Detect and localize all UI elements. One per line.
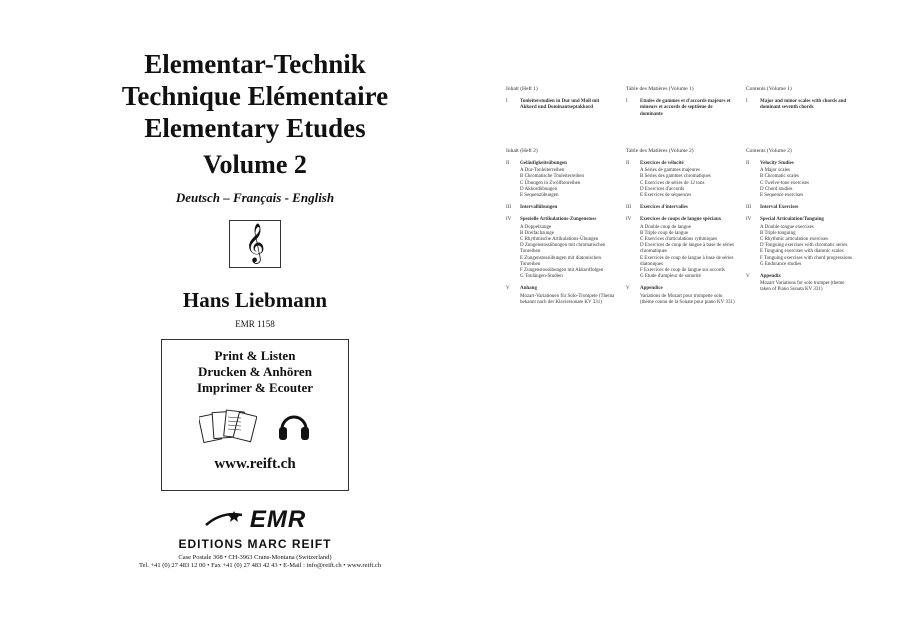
- volume-label: Volume 2: [203, 150, 307, 179]
- toc-item: F Exercices de coup de langue sur accords: [640, 268, 725, 274]
- toc-section-title: Interval Exercises: [760, 205, 799, 211]
- toc-section-number: I: [506, 99, 508, 105]
- toc-item: E Exercices de coup de langue à base de séries diatoniques: [640, 255, 734, 267]
- toc-item: E Tonguing exercises with diatonic scales: [760, 249, 844, 255]
- toc-column: [746, 148, 856, 312]
- toc-section-title: Velocity Studies: [760, 161, 794, 167]
- toc-item: E Sequence exercises: [760, 193, 804, 199]
- toc-item: G Tonlängen-Studien: [520, 274, 563, 280]
- toc-item: C Übungen in Zwölftonreihen: [520, 180, 581, 186]
- toc-section-title: Appendix: [760, 274, 781, 280]
- toc-volume-2: [506, 148, 866, 312]
- toc-item: F Zungenstossübungen mit Akkordfolgen: [520, 268, 604, 274]
- sheet-music-icon: [199, 407, 257, 445]
- toc-section: [506, 161, 616, 199]
- toc-section-title: Exercices d'intervalles: [640, 205, 688, 211]
- toc-column-heading: Table des Matières (Volume 1): [626, 86, 694, 92]
- toc-section: [626, 205, 736, 211]
- toc-item: A Double coup de langue: [640, 224, 691, 230]
- toc-section: [626, 99, 736, 118]
- toc-item: G Etude d'ampleur de sonorité: [640, 274, 701, 280]
- toc-section-number: II: [506, 161, 510, 167]
- title-french: Technique Elémentaire: [121, 81, 389, 111]
- toc-section-number: III: [626, 205, 631, 211]
- toc-column-heading: Inhalt (Heft 2): [506, 147, 538, 154]
- toc-column-heading: Contents (Volume 2): [746, 147, 792, 154]
- toc-section-number: III: [506, 205, 511, 211]
- toc-item: D Tonguing exercises with chromatic series: [760, 243, 848, 249]
- toc-item: B Dreifachzunge: [520, 230, 555, 236]
- toc-section: [506, 217, 616, 280]
- toc-item: A Major scales: [760, 168, 790, 174]
- toc-item: B Chromatic scales: [760, 174, 799, 180]
- toc-item: F Tonguing exercises with chord progressions: [760, 255, 852, 261]
- toc-column: [626, 148, 736, 312]
- toc-section-number: IV: [506, 217, 512, 223]
- toc-section-title: Anhang: [520, 286, 537, 292]
- table-of-contents: [506, 86, 866, 312]
- toc-item: D Exercices de coup de langue à base de séries chromatiques: [640, 243, 734, 255]
- publisher-address: Case Postale 308 • CH-3963 Crans-Montana (Switzerland): [178, 554, 332, 561]
- title-english: Elementary Etudes: [144, 113, 366, 143]
- toc-column: [506, 148, 616, 312]
- toc-column: [626, 86, 736, 124]
- toc-item: D Exercices d'accords: [640, 186, 685, 192]
- toc-section-title: Exercices de coups de langue spéciaux: [640, 217, 722, 223]
- toc-item: B Triple coup de langue: [640, 230, 689, 236]
- toc-item: G Endurance studies: [760, 261, 802, 267]
- logo-text: EMR: [249, 506, 307, 533]
- toc-column-heading: Inhalt (Heft 1): [506, 86, 538, 92]
- title-block: [60, 48, 450, 144]
- toc-item: A Dur-Tonleiterreihen: [520, 168, 565, 174]
- toc-column-heading: Table des Matières (Volume 2): [626, 147, 694, 154]
- toc-section-title: Spezielle Artikulations-Zungenstoss: [520, 217, 597, 223]
- star-swoosh-icon: [204, 509, 244, 531]
- toc-item: D Akkordübungen: [520, 186, 558, 192]
- toc-item: Mozart Variations for solo trumpet (theme taken of Piano Sonata KV 331): [760, 281, 845, 293]
- toc-section: [746, 161, 856, 199]
- author-name: Hans Liebmann: [182, 288, 328, 312]
- toc-item: D Zungenstossübungen mit chromatischen Tonreihen: [520, 243, 606, 255]
- languages-line: Deutsch – Français - English: [175, 190, 335, 205]
- publisher-name: EDITIONS MARC REIFT: [178, 537, 332, 551]
- toc-section: [626, 217, 736, 280]
- toc-section: [506, 205, 616, 211]
- print-listen-box: [161, 339, 349, 491]
- toc-section-title: Geläufigkeitsübungen: [520, 161, 567, 167]
- toc-section: [746, 205, 856, 211]
- promo-line-english: Print & Listen: [214, 348, 296, 363]
- toc-section-number: IV: [626, 217, 632, 223]
- toc-item: Mozart-Variationen für Solo-Trompete (Thema bekannt nach der Klaviersonate KV 331): [520, 293, 615, 305]
- emr-logo: [60, 505, 450, 535]
- promo-line-french: Imprimer & Ecouter: [196, 380, 313, 395]
- publisher-contact: Tel. +41 (0) 27 483 12 00 • Fax +41 (0) 27 483 42 43 • E-Mail : info@reift.ch • www.reift.ch: [138, 562, 382, 569]
- toc-item: C Rhythmische Artikulations-Übungen: [520, 237, 599, 243]
- toc-item: B Séries des gammes chromatiques: [640, 174, 711, 180]
- toc-section-number: I: [746, 99, 748, 105]
- toc-item: B Triple tonguing: [760, 230, 796, 236]
- toc-column: [746, 86, 856, 124]
- toc-section-number: V: [746, 274, 750, 280]
- toc-section-number: IV: [746, 217, 752, 223]
- toc-section-title: Etudes de gammes et d'accords majeurs et mineurs et accords de septième de dominante: [640, 99, 731, 117]
- toc-section: [626, 161, 736, 199]
- toc-item: D Chord studies: [760, 186, 793, 192]
- toc-section: [506, 286, 616, 306]
- toc-section-number: II: [746, 161, 750, 167]
- toc-item: A Doppelzunge: [520, 224, 552, 230]
- toc-section: [506, 99, 616, 111]
- toc-section-number: II: [626, 161, 630, 167]
- toc-item: E Exercices de séquences: [640, 193, 692, 199]
- promo-art: [162, 406, 348, 446]
- toc-section-title: Appendice: [640, 286, 663, 292]
- cover-page: [60, 48, 450, 570]
- toc-section: [626, 286, 736, 306]
- toc-section-title: Intervallübungen: [520, 205, 558, 211]
- toc-section-title: Exercices de vélocité: [640, 161, 684, 167]
- toc-item: B Chromatische Tonleiterreihen: [520, 174, 584, 180]
- title-german: Elementar-Technik: [144, 49, 366, 79]
- toc-item: E Sequenzübungen: [520, 193, 559, 199]
- toc-item: C Exercices d'articulations rythmiques: [640, 237, 718, 243]
- promo-url: www.reift.ch: [214, 456, 296, 472]
- toc-item: E Zungenstossübungen mit diatonischen Tonreihen: [520, 255, 601, 267]
- toc-section-number: V: [506, 286, 510, 292]
- toc-column: [506, 86, 616, 124]
- toc-column-heading: Contents (Volume 1): [746, 86, 792, 92]
- headphones-icon: [277, 409, 311, 443]
- toc-section-title: Tonleiterstudien in Dur und Moll mit Akkord und Dominantseptakkord: [520, 99, 600, 111]
- toc-section-number: V: [626, 286, 630, 292]
- catalog-code: EMR 1158: [235, 319, 275, 329]
- toc-item: A Séries de gammes majeures: [640, 168, 700, 174]
- toc-section-title: Major and minor scales with chords and dominant seventh chords: [760, 99, 847, 111]
- toc-section-number: III: [746, 205, 751, 211]
- toc-section-number: I: [626, 99, 628, 105]
- toc-item: Variations de Mozart pour trompette solo (thème connu de la Sonate pour piano KV 331): [640, 293, 735, 305]
- toc-section: [746, 99, 856, 111]
- toc-item: C Rhythmic articulation exercises: [760, 237, 828, 243]
- toc-item: A Double tongue exercises: [760, 224, 814, 230]
- toc-item: C Exercices de séries de 12 tons: [640, 180, 705, 186]
- toc-section: [746, 217, 856, 268]
- toc-section-title: Special Articulation/Tonguing: [760, 217, 824, 223]
- toc-volume-1: [506, 86, 866, 124]
- promo-line-german: Drucken & Anhören: [198, 364, 312, 379]
- treble-clef-icon: 𝄞: [229, 220, 281, 268]
- toc-section: [746, 274, 856, 294]
- toc-item: C Twelve-tone exercises: [760, 180, 809, 186]
